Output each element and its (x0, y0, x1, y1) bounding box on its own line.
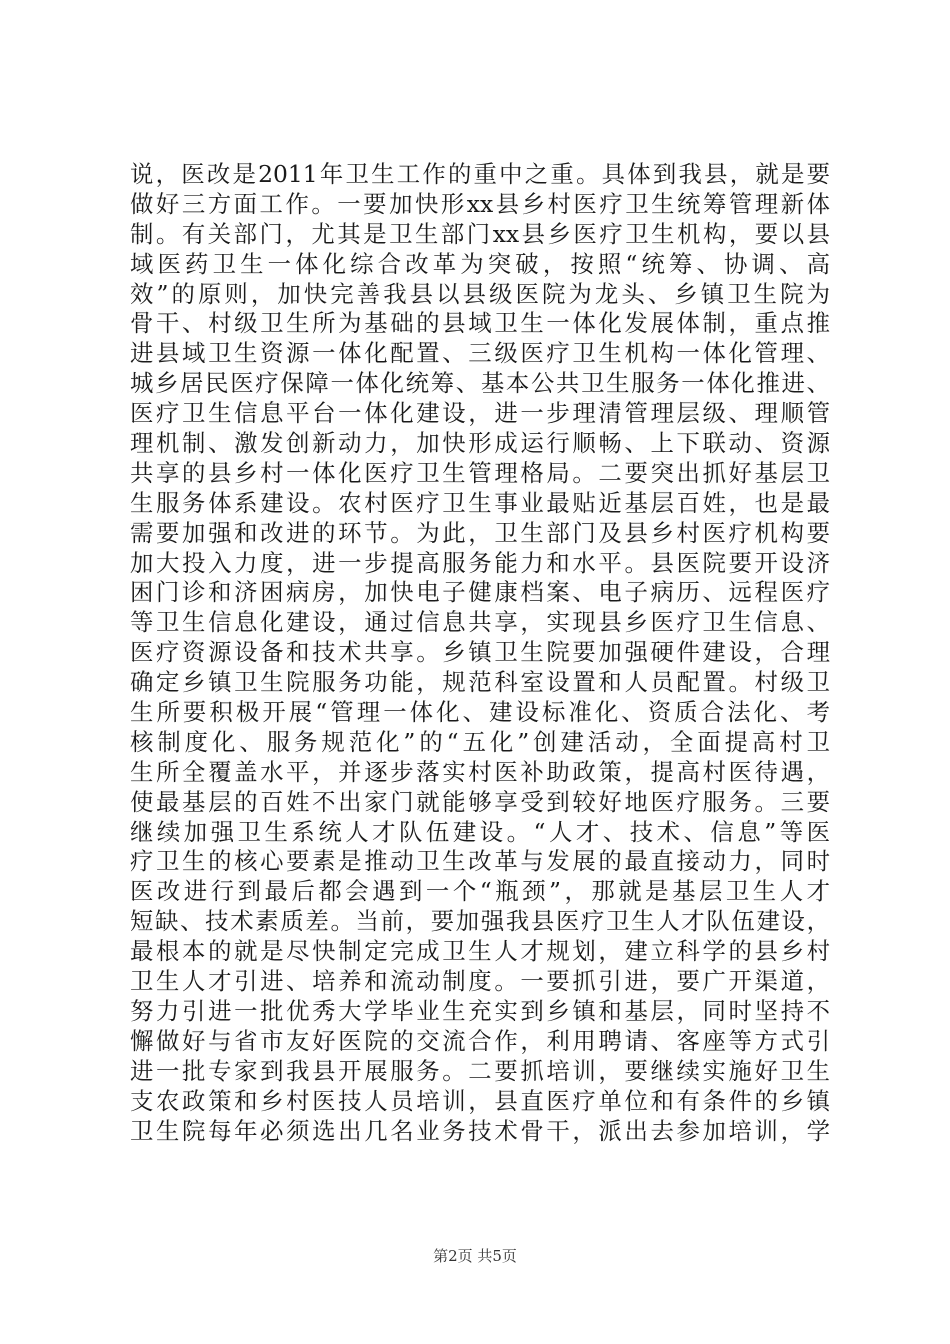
text-line: 生服务体系建设。农村医疗卫生事业最贴近基层百姓，也是最 (130, 488, 830, 517)
text-line: 进一批专家到我县开展服务。二要抓培训，要继续实施好卫生 (130, 1056, 830, 1085)
text-line: 生所要积极开展“管理一体化、建设标准化、资质合法化、考 (130, 698, 830, 727)
text-line: 制。有关部门，尤其是卫生部门xx县乡医疗卫生机构，要以县 (130, 219, 830, 248)
text-line: 卫生院每年必须选出几名业务技术骨干，派出去参加培训，学 (130, 1116, 830, 1145)
text-line: 支农政策和乡村医技人员培训，县直医疗单位和有条件的乡镇 (130, 1086, 830, 1115)
text-line: 需要加强和改进的环节。为此，卫生部门及县乡村医疗机构要 (130, 518, 830, 547)
text-line: 医疗卫生信息平台一体化建设，进一步理清管理层级、理顺管 (130, 399, 830, 428)
text-line: 继续加强卫生系统人才队伍建设。“人才、技术、信息”等医 (130, 817, 830, 846)
text-line: 努力引进一批优秀大学毕业生充实到乡镇和基层，同时坚持不 (130, 996, 830, 1025)
text-line: 卫生人才引进、培养和流动制度。一要抓引进，要广开渠道， (130, 967, 830, 996)
text-line: 生所全覆盖水平，并逐步落实村医补助政策，提高村医待遇， (130, 757, 830, 786)
text-line: 困门诊和济困病房，加快电子健康档案、电子病历、远程医疗 (130, 578, 830, 607)
text-line: 确定乡镇卫生院服务功能，规范科室设置和人员配置。村级卫 (130, 668, 830, 697)
text-line: 进县域卫生资源一体化配置、三级医疗卫生机构一体化管理、 (130, 339, 830, 368)
page-footer: 第2页 共5页 (433, 1247, 517, 1265)
text-line: 理机制、激发创新动力，加快形成运行顺畅、上下联动、资源 (130, 429, 830, 458)
text-line: 共享的县乡村一体化医疗卫生管理格局。二要突出抓好基层卫 (130, 458, 830, 487)
text-line: 等卫生信息化建设，通过信息共享，实现县乡医疗卫生信息、 (130, 608, 830, 637)
text-line: 医疗资源设备和技术共享。乡镇卫生院要加强硬件建设，合理 (130, 638, 830, 667)
text-line: 城乡居民医疗保障一体化统筹、基本公共卫生服务一体化推进、 (130, 369, 830, 398)
text-line: 医改进行到最后都会遇到一个“瓶颈”，那就是基层卫生人才 (130, 877, 830, 906)
text-line: 疗卫生的核心要素是推动卫生改革与发展的最直接动力，同时 (130, 847, 830, 876)
text-line: 使最基层的百姓不出家门就能够享受到较好地医疗服务。三要 (130, 787, 830, 816)
body-text (130, 160, 830, 1146)
text-line: 加大投入力度，进一步提高服务能力和水平。县医院要开设济 (130, 548, 830, 577)
text-line: 最根本的就是尽快制定完成卫生人才规划，建立科学的县乡村 (130, 937, 830, 966)
text-line: 域医药卫生一体化综合改革为突破，按照“统筹、协调、高 (130, 249, 830, 278)
text-line: 做好三方面工作。一要加快形xx县乡村医疗卫生统筹管理新体 (130, 189, 830, 218)
text-line: 核制度化、服务规范化”的“五化”创建活动，全面提高村卫 (130, 727, 830, 756)
text-line: 说，医改是2011年卫生工作的重中之重。具体到我县，就是要 (130, 160, 830, 188)
text-line: 懈做好与省市友好医院的交流合作，利用聘请、客座等方式引 (130, 1026, 830, 1055)
text-line: 效”的原则，加快完善我县以县级医院为龙头、乡镇卫生院为 (130, 279, 830, 308)
text-line: 短缺、技术素质差。当前，要加强我县医疗卫生人才队伍建设， (130, 907, 830, 936)
text-line: 骨干、村级卫生所为基础的县域卫生一体化发展体制，重点推 (130, 309, 830, 338)
